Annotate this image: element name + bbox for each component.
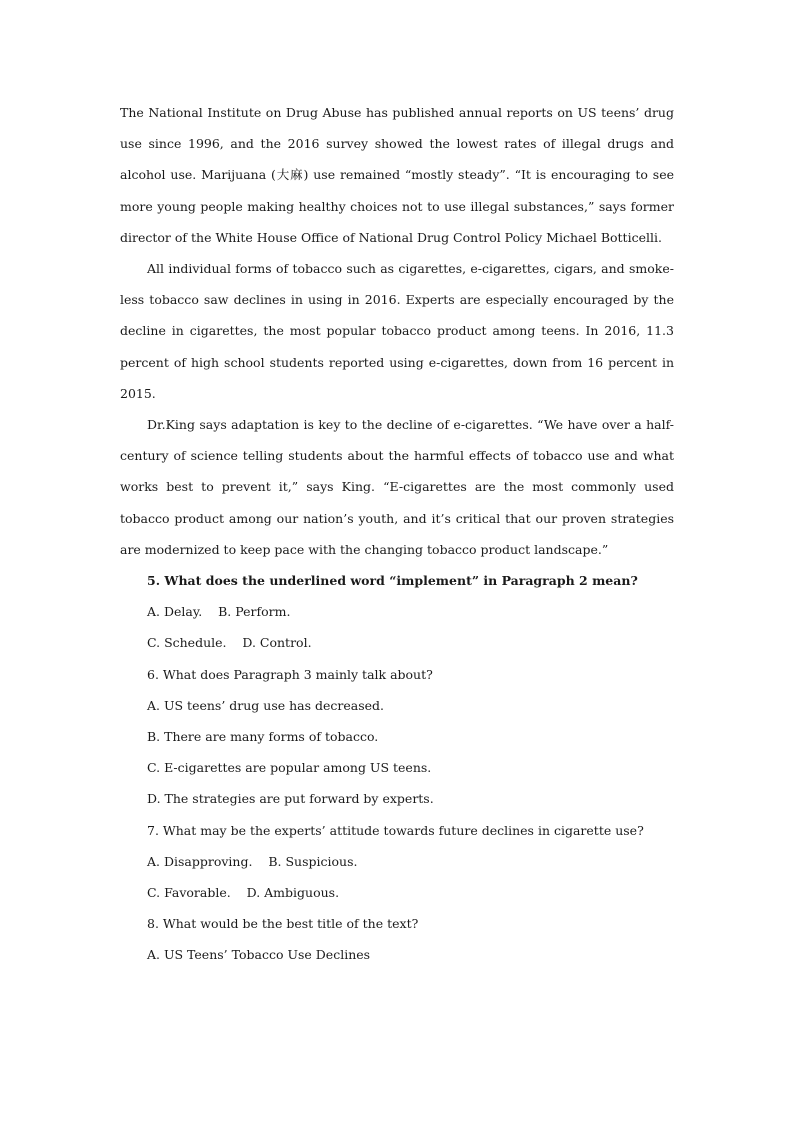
question-6-option-d: D. The strategies are put forward by experts. — [147, 791, 434, 807]
question-5-stem: 5. What does the underlined word “implement” in Paragraph 2 mean? — [147, 573, 638, 589]
question-8-stem: 8. What would be the best title of the text? — [147, 916, 419, 932]
passage-paragraph-1: The National Institute on Drug Abuse has published annual reports on US teens’ drug use since 1996, and the 2016 survey showed the lowest rates of illegal drugs and alcohol use. Marijuana (大麻) use remained “mostly steady”. “It is encouraging to see more young people making healthy choices not to use illegal substances,” says former director of the White House Office of National Drug Control Policy Michael Botticelli. — [120, 105, 674, 245]
passage-paragraph-3: Dr.King says adaptation is key to the decline of e-cigarettes. “We have over a half-century of science telling students about the harmful effects of tobacco use and what works best to prevent it,” says King. “E-cigarettes are the most commonly used tobacco product among our nation’s youth, and it’s critical that our proven strategies are modernized to keep pace with the changing tobacco product landscape.” — [120, 417, 674, 557]
question-5-options-cd: C. Schedule. D. Control. — [147, 635, 312, 651]
question-6-option-a: A. US teens’ drug use has decreased. — [147, 697, 385, 713]
question-6 — [120, 659, 674, 815]
document-page — [120, 97, 674, 971]
question-8-option-a: A. US Teens’ Tobacco Use Declines — [147, 947, 371, 963]
question-7-options-cd: C. Favorable. D. Ambiguous. — [147, 885, 340, 901]
question-6-option-b: B. There are many forms of tobacco. — [147, 729, 379, 745]
question-6-option-c: C. E-cigarettes are popular among US teens. — [147, 760, 432, 776]
question-5 — [120, 565, 674, 659]
question-7-stem: 7. What may be the experts’ attitude towards future declines in cigarette use? — [147, 822, 644, 838]
question-7 — [120, 815, 674, 909]
question-7-options-ab: A. Disapproving. B. Suspicious. — [147, 853, 358, 869]
passage-paragraph-2: All individual forms of tobacco such as cigarettes, e-cigarettes, cigars, and smoke-less tobacco saw declines in using in 2016. Experts are especially encouraged by the decline in cigarettes, the most popular tobacco product among teens. In 2016, 11.3 percent of high school students reported using e-cigarettes, down from 16 percent in 2015. — [120, 261, 674, 401]
question-6-stem: 6. What does Paragraph 3 mainly talk about? — [147, 666, 433, 682]
question-5-options-ab: A. Delay. B. Perform. — [147, 604, 291, 620]
question-8 — [120, 908, 674, 970]
